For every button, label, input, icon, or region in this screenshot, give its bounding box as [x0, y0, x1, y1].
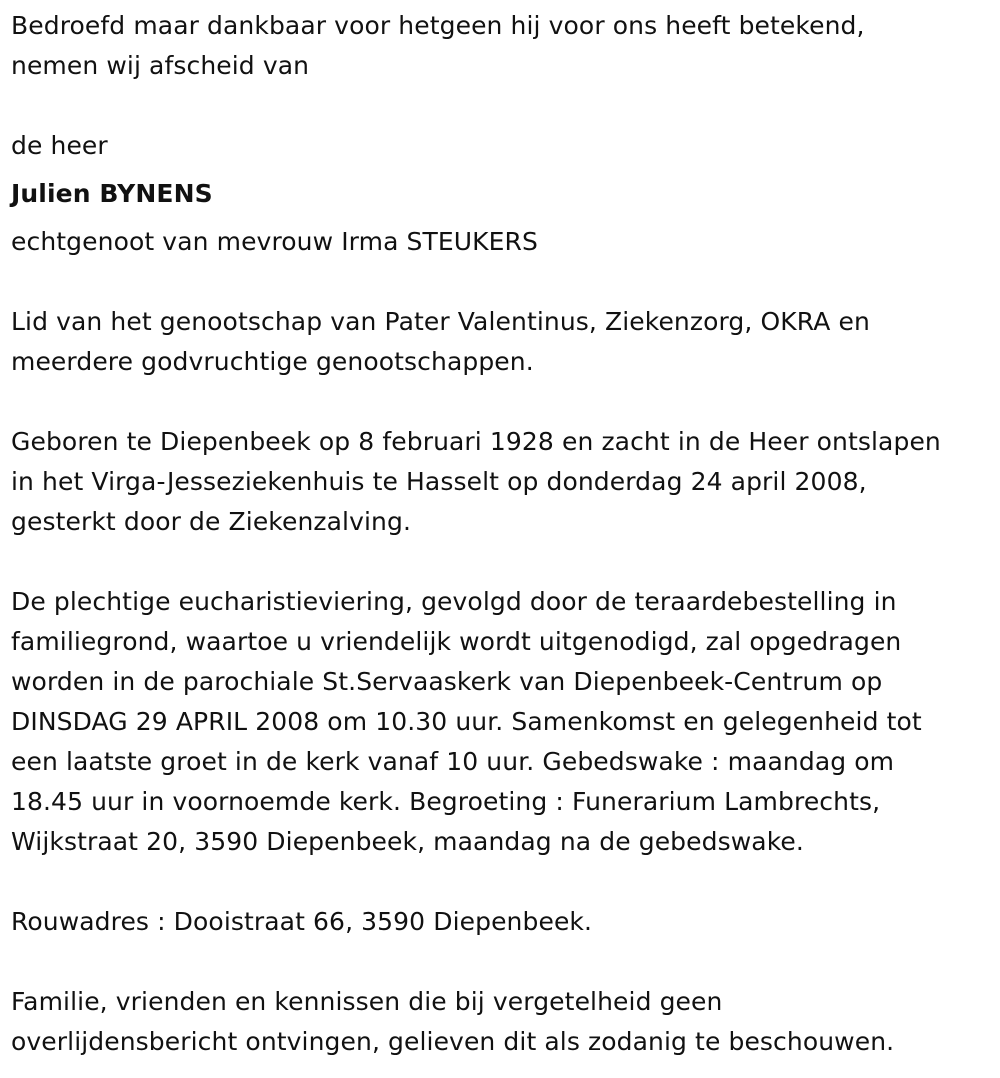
funeral-line: De plechtige eucharistieviering, gevolgd door de teraardebestelling in: [11, 587, 897, 616]
funeral-line: 18.45 uur in voornoemde kerk. Begroeting : Funerarium Lambrechts,: [11, 787, 881, 816]
intro-line: nemen wij afscheid van: [11, 51, 310, 80]
memberships-line: Lid van het genootschap van Pater Valentinus, Ziekenzorg, OKRA en: [11, 307, 870, 336]
birth-death-line: gesterkt door de Ziekenzalving.: [11, 507, 411, 536]
mourning-address: Rouwadres : Dooistraat 66, 3590 Diepenbeek.: [11, 907, 593, 936]
birth-death-line: Geboren te Diepenbeek op 8 februari 1928 en zacht in de Heer ontslapen: [11, 427, 941, 456]
memberships-line: meerdere godvruchtige genootschappen.: [11, 347, 534, 376]
birth-death-line: in het Virga-Jesseziekenhuis te Hasselt op donderdag 24 april 2008,: [11, 467, 867, 496]
deceased-name: Julien BYNENS: [11, 179, 213, 208]
closing-line: overlijdensbericht ontvingen, gelieven dit als zodanig te beschouwen.: [11, 1027, 895, 1056]
funeral-line: een laatste groet in de kerk vanaf 10 uur. Gebedswake : maandag om: [11, 747, 895, 776]
spouse-line: echtgenoot van mevrouw Irma STEUKERS: [11, 227, 539, 256]
funeral-line: familiegrond, waartoe u vriendelijk wordt uitgenodigd, zal opgedragen: [11, 627, 902, 656]
funeral-line: DINSDAG 29 APRIL 2008 om 10.30 uur. Samenkomst en gelegenheid tot: [11, 707, 922, 736]
closing-line: Familie, vrienden en kennissen die bij vergetelheid geen: [11, 987, 723, 1016]
funeral-line: worden in de parochiale St.Servaaskerk van Diepenbeek-Centrum op: [11, 667, 883, 696]
honorific: de heer: [11, 131, 108, 160]
intro-line: Bedroefd maar dankbaar voor hetgeen hij voor ons heeft betekend,: [11, 11, 865, 40]
funeral-line: Wijkstraat 20, 3590 Diepenbeek, maandag na de gebedswake.: [11, 827, 804, 856]
